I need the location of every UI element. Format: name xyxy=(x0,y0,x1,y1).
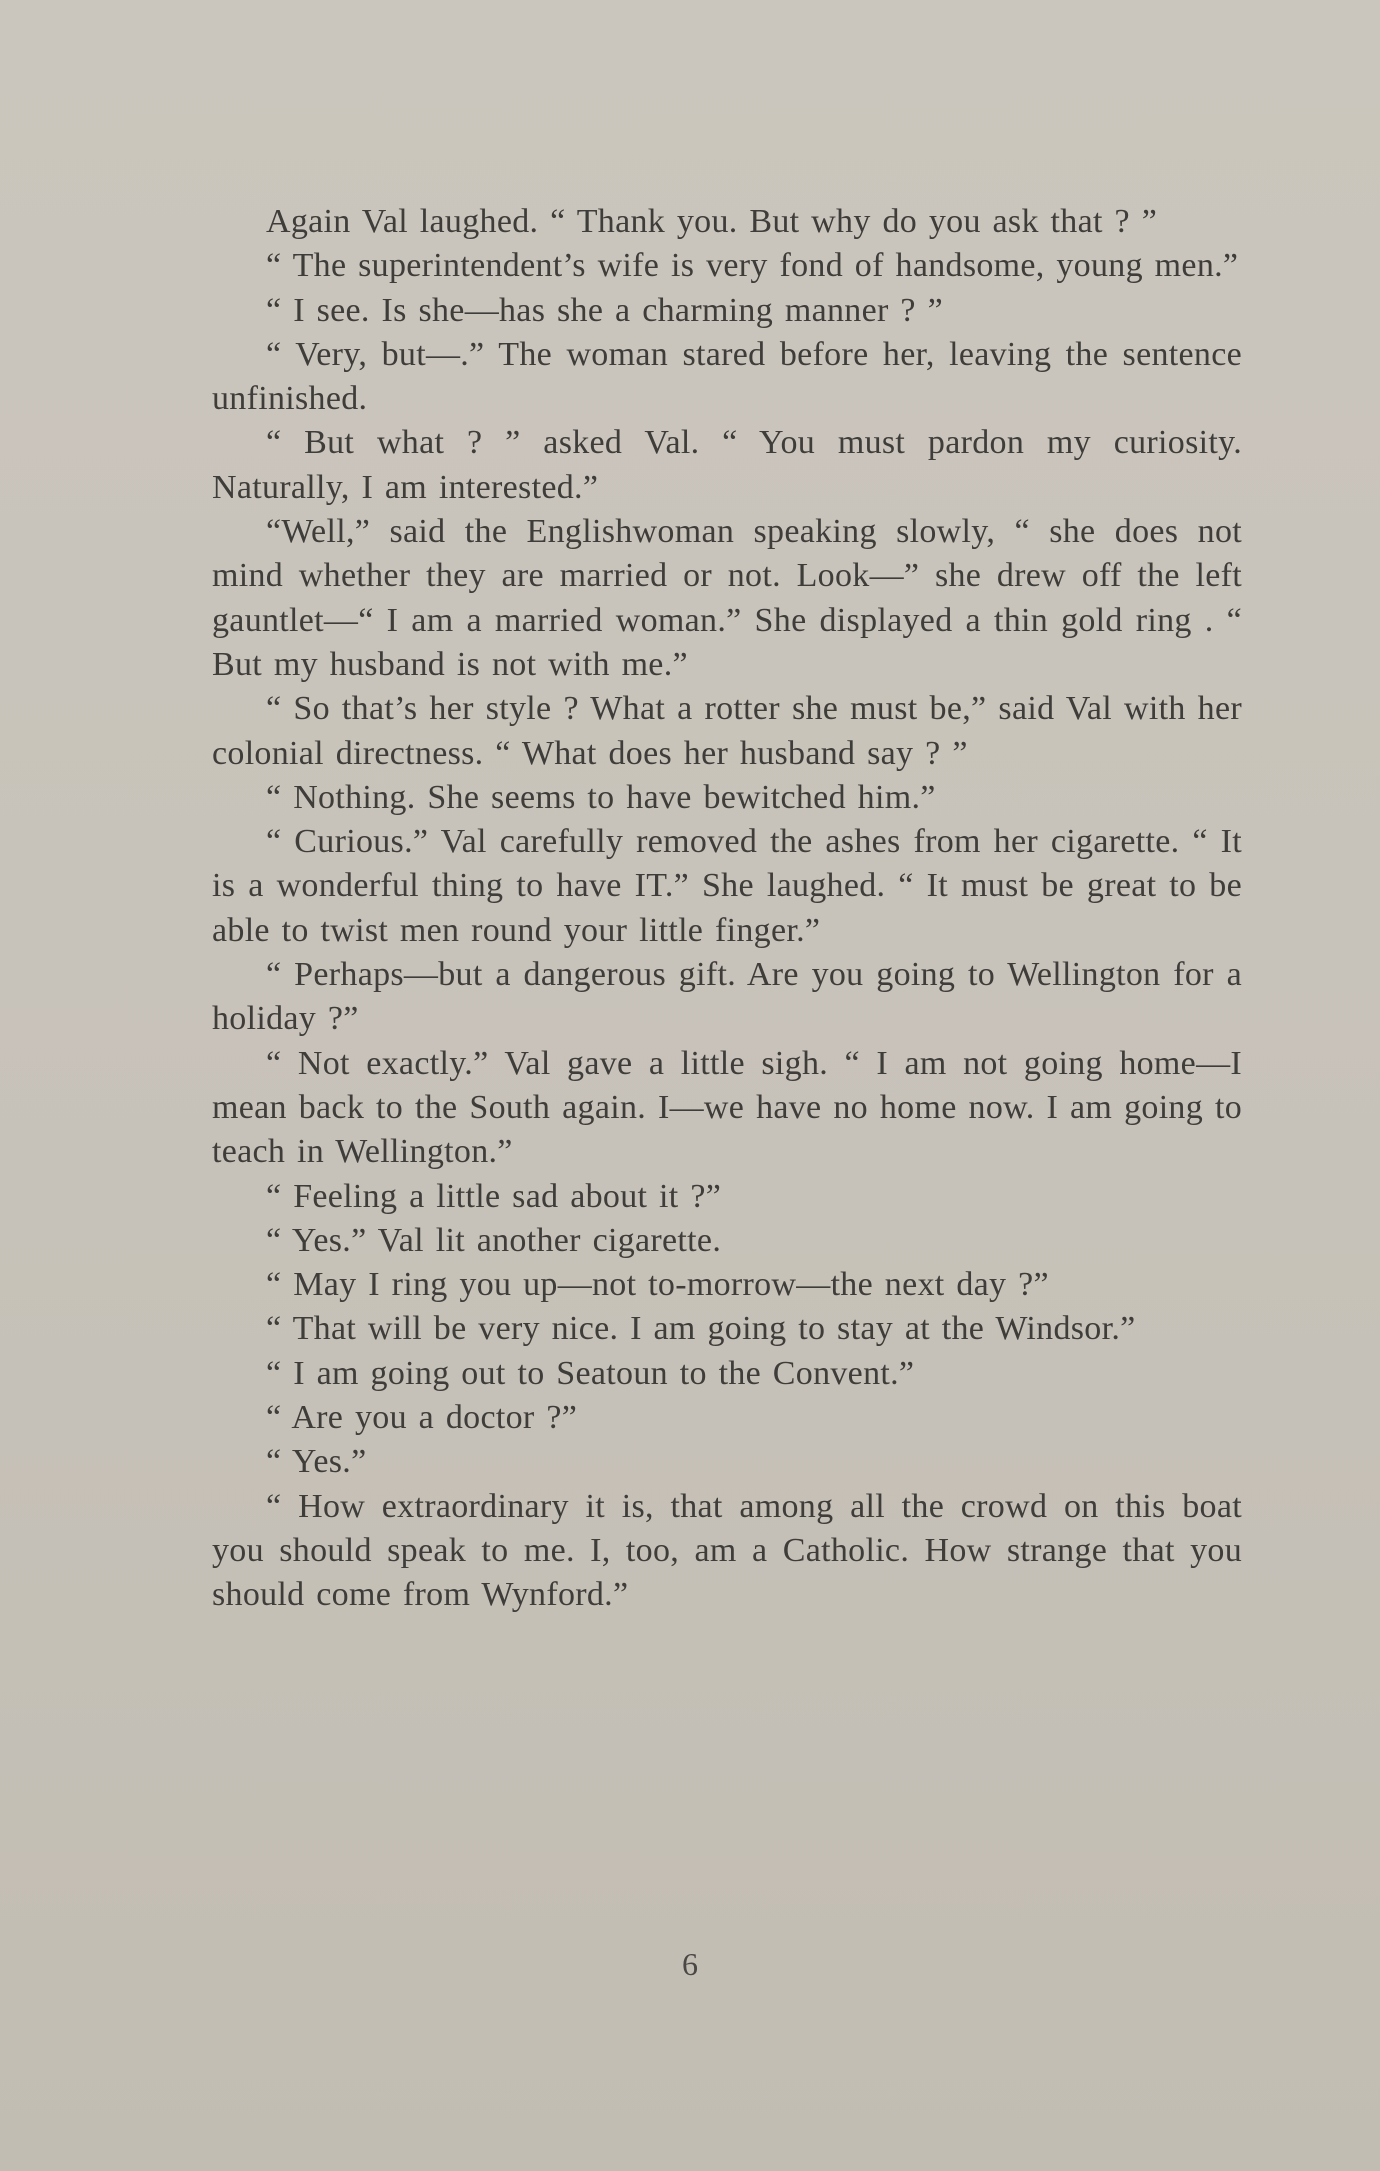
paragraph: “ Are you a doctor ?” xyxy=(266,1399,578,1437)
paragraph: “ I am going out to Seatoun to the Convent.” xyxy=(266,1354,915,1392)
paragraph: “ Not exactly.” Val gave a little sigh. “ I am not going home—I mean back to the South again. I—we have no home now. I am going to teach in Wellington.” xyxy=(212,1044,1242,1171)
paragraph: “ Very, but—.” The woman stared before her, leaving the sentence unfinished. xyxy=(212,335,1242,418)
paragraph: “ How extraordinary it is, that among all the crowd on this boat you should speak to me. I, too, am a Catholic. How strange that you should come from Wynford.” xyxy=(212,1487,1242,1614)
paragraph: “ But what ? ” asked Val. “ You must pardon my curiosity. Naturally, I am interested.” xyxy=(212,424,1242,506)
paragraph: Again Val laughed. “ Thank you. But why do you ask that ? ” xyxy=(266,203,1158,240)
page-number: 6 xyxy=(682,1946,698,1982)
paragraph: “ Yes.” xyxy=(266,1443,367,1481)
paragraph: “ Feeling a little sad about it ?” xyxy=(266,1177,722,1215)
body-text xyxy=(212,200,1242,1618)
paragraph: “ Nothing. She seems to have bewitched him.” xyxy=(266,778,936,816)
paragraph: “ May I ring you up—not to-morrow—the next day ?” xyxy=(266,1266,1049,1304)
paragraph: “ That will be very nice. I am going to stay at the Windsor.” xyxy=(266,1310,1136,1348)
paragraph: “ Curious.” Val carefully removed the ashes from her cigarette. “ It is a wonderful thing to have IT.” She laughed. “ It must be great to be able to twist men round your little finger.” xyxy=(212,823,1242,949)
paragraph: “ Perhaps—but a dangerous gift. Are you going to Wellington for a holiday ?” xyxy=(212,956,1242,1038)
paragraph: “ So that’s her style ? What a rotter she must be,” said Val with her colonial directness. “ What does her husband say ? ” xyxy=(212,690,1242,772)
paragraph: “ Yes.” Val lit another cigarette. xyxy=(266,1221,722,1259)
paragraph: “Well,” said the Englishwoman speaking slowly, “ she does not mind whether they are married or not. Look—” she drew off the left gauntlet—“ I am a married woman.” She displayed a thin gold ring . “ But my husband is not with me.” xyxy=(212,513,1242,683)
paragraph: “ I see. Is she—has she a charming manner ? ” xyxy=(266,291,943,329)
paragraph: “ The superintendent’s wife is very fond of handsome, young men.” xyxy=(266,247,1239,285)
